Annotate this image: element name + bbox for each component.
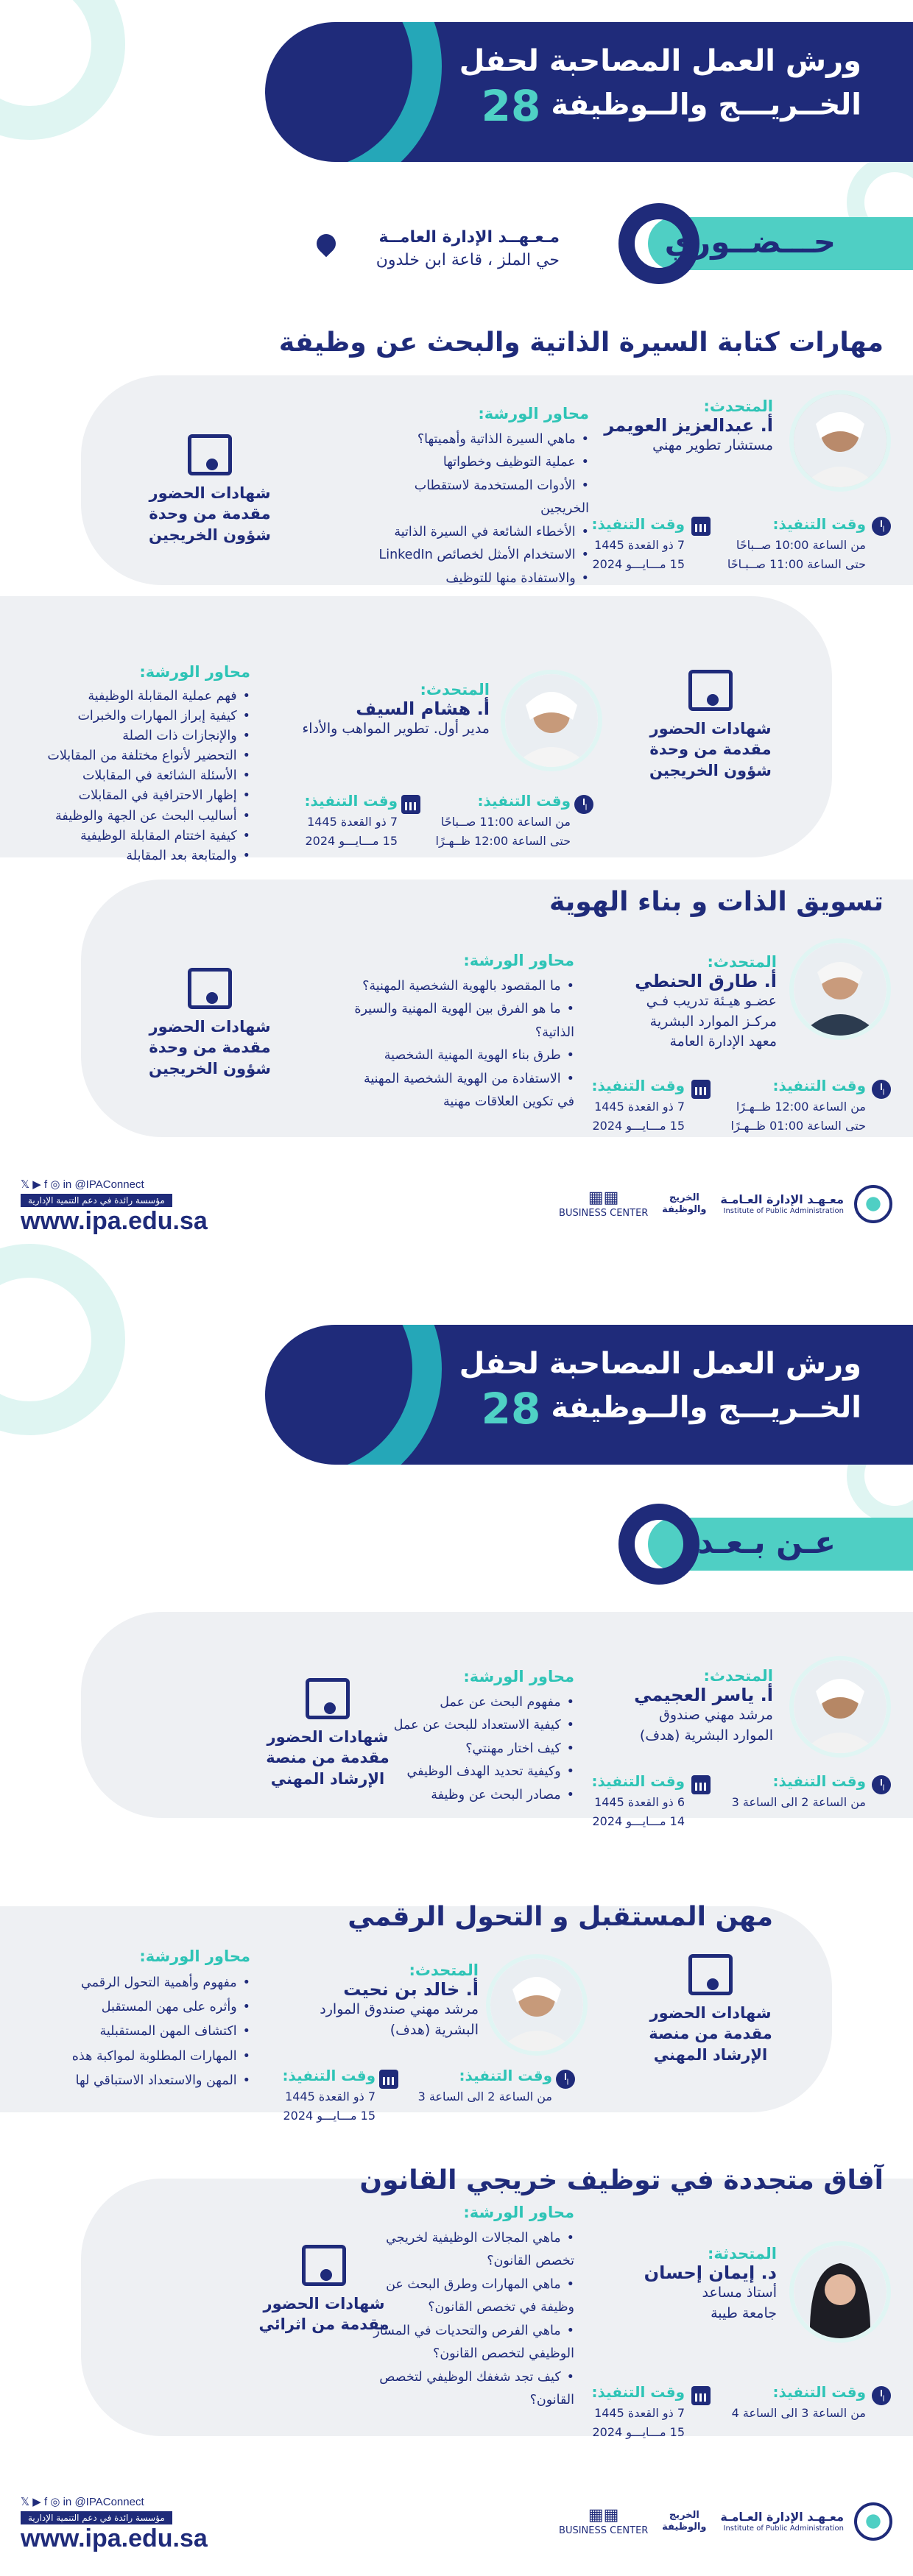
- certificate-text: شهادات الحضور مقدمة من وحدة شؤون الخريجين: [649, 720, 772, 779]
- topic-item: • والإنجازات ذات الصلة: [29, 726, 250, 746]
- hero-title: [459, 43, 861, 133]
- topic-item: • ماهي المهارات وطرق البحث عن وظيفة في تخصص القانون؟: [353, 2274, 574, 2320]
- topic-item: • الأخطاء الشائعة في السيرة الذاتية: [376, 521, 589, 545]
- clock-icon: [574, 795, 593, 814]
- social-handle: @IPAConnect: [74, 2496, 144, 2508]
- hero-banner: [265, 1325, 913, 1465]
- date-hijri: 7 ذو القعدة 1445: [307, 815, 398, 829]
- date-gregorian: 15 مـــايـــو 2024: [305, 833, 398, 848]
- footer-logos: [559, 2502, 892, 2541]
- logo-graduate: الخريج والوظيفة: [662, 2510, 707, 2533]
- hero-title-line2: الخــريـــج والــوظيفة: [551, 1390, 861, 1425]
- speaker-role: مدير أول. تطوير المواهب والأداء: [302, 721, 490, 737]
- time-to: حتى الساعة 12:00 ظــهـرًا: [435, 833, 571, 848]
- ipa-emblem-icon: [854, 1185, 892, 1223]
- speaker-role: مرشد مهني صندوق الموارد البشرية (هدف): [320, 2001, 479, 2038]
- certificate-icon: [688, 670, 733, 711]
- certificate-icon: [688, 1954, 733, 1995]
- topics: [376, 400, 589, 590]
- topics-label: محاور الورشة:: [463, 952, 574, 969]
- speaker-label: المتحدثة:: [707, 2245, 777, 2262]
- speaker-label: المتحدث:: [707, 953, 777, 971]
- logo-ipa: معـهـد الإدارة العـامـة Institute of Public Administration: [720, 2510, 844, 2533]
- workshop-card: [0, 1902, 832, 2123]
- hero-title-line1: ورش العمل المصاحبة لحفل: [459, 44, 861, 78]
- date-label: وقت التنفيذ:: [282, 2067, 376, 2084]
- topic-item: • فهم عملية المقابلة الوظيفية: [29, 687, 250, 707]
- location: [346, 227, 560, 272]
- speaker-info: [585, 953, 777, 1052]
- certificate: [125, 434, 295, 545]
- topic-item: • ما هو الفرق بين الهوية المهنية والسيرة الذاتية؟: [346, 998, 574, 1044]
- facebook-icon[interactable]: f: [43, 1178, 48, 1191]
- topics-label: محاور الورشة:: [463, 2204, 574, 2221]
- speaker-role: مرشد مهني صندوق الموارد البشرية (هدف): [639, 1707, 773, 1744]
- remote-label: عـن بـعـد: [697, 1524, 836, 1560]
- x-icon[interactable]: 𝕏: [21, 2496, 30, 2508]
- topic-item: • ماهي السيرة الذاتية وأهميتها؟: [376, 428, 589, 452]
- speaker-photo: [789, 2241, 891, 2343]
- website-link[interactable]: www.ipa.edu.sa: [21, 1207, 208, 1235]
- date-gregorian: 15 مـــايـــو 2024: [592, 556, 685, 571]
- certificate-text: شهادات الحضور مقدمة من وحدة شؤون الخريجين: [149, 484, 271, 544]
- hero-title: [459, 1345, 861, 1436]
- speaker-info: [295, 1961, 479, 2040]
- topic-item: • الاستفادة من الهوية الشخصية المهنية في تكوين العلاقات مهنية: [346, 1068, 574, 1114]
- speaker-info: [582, 1667, 773, 1746]
- calendar-icon: [691, 1775, 711, 1794]
- speaker-info: [291, 681, 490, 740]
- topic-item: • طرق بناء الهوية المهنية الشخصية: [346, 1044, 574, 1068]
- topics-label: محاور الورشة:: [463, 1668, 574, 1685]
- website-link[interactable]: www.ipa.edu.sa: [21, 2524, 208, 2552]
- workshop-title: تسويق الذات و بناء الهوية: [549, 887, 884, 917]
- speaker-info: [582, 397, 773, 456]
- certificate: [626, 1954, 795, 2065]
- logo-business-center: ▦▦ BUSINESS CENTER: [559, 1189, 649, 1220]
- instagram-icon[interactable]: ◎: [50, 2496, 60, 2508]
- time-block: [719, 512, 866, 573]
- remote-pill: [648, 1518, 913, 1571]
- topic-item: • كيف اختار مهنتي؟: [361, 1738, 574, 1761]
- certificate: [250, 2245, 398, 2335]
- decor-ring: [265, 1325, 442, 1465]
- calendar-icon: [691, 517, 711, 536]
- topic-item: • اكتشاف المهن المستقبلية: [29, 2020, 250, 2044]
- date-hijri: 7 ذو القعدة 1445: [594, 2406, 685, 2420]
- topic-item: • مصادر البحث عن وظيفة: [361, 1784, 574, 1808]
- certificate-icon: [302, 2245, 346, 2286]
- speaker-name: أ. هشام السيف: [356, 698, 490, 719]
- time-to: حتى الساعة 11:00 صــبـاحًا: [727, 556, 866, 571]
- topics-label: محاور الورشة:: [478, 405, 589, 422]
- pill-dot: [618, 1504, 699, 1585]
- topics: [346, 947, 574, 1114]
- clock-icon: [872, 1775, 891, 1794]
- time-block: [719, 2380, 866, 2423]
- hero-title-line2: الخــريـــج والــوظيفة: [551, 88, 861, 122]
- certificate: [125, 968, 295, 1079]
- topic-item: • ماهي الفرص والتحديات في المسار الوظيفي لتخصص القانون؟: [353, 2320, 574, 2366]
- time-from: من الساعة 12:00 ظــهـرًا: [736, 1100, 866, 1114]
- facebook-icon[interactable]: f: [43, 2496, 48, 2508]
- calendar-icon: [379, 2070, 398, 2089]
- clock-icon: [556, 2070, 575, 2089]
- map-pin-icon: [313, 230, 340, 258]
- topic-item: • كيفية الاستعداد للبحث عن عمل: [361, 1714, 574, 1738]
- calendar-icon: [691, 1080, 711, 1099]
- logo-ipa: معـهـد الإدارة العـامـة Institute of Public Administration: [720, 1192, 844, 1215]
- speaker-name: د. إيمان إحسان: [644, 2262, 777, 2283]
- workshop-title: مهارات كتابة السيرة الذاتية والبحث عن وظيفة: [278, 328, 884, 358]
- workshop-title: آفاق متجددة في توظيف خريجي القانون: [359, 2165, 884, 2195]
- speaker-label: المتحدث:: [420, 681, 490, 698]
- time-label: وقت التنفيذ:: [772, 2383, 866, 2401]
- logo-graduate: الخريج والوظيفة: [662, 1192, 707, 1215]
- date-gregorian: 15 مـــايـــو 2024: [283, 2108, 376, 2123]
- time-block: [423, 789, 571, 850]
- topic-item: • المهن والاستعداد الاستباقي لها: [29, 2069, 250, 2093]
- topic-item: • ما المقصود بالهوية الشخصية المهنية؟: [346, 975, 574, 999]
- topic-item: • الاستخدام الأمثل لخصائص LinkedIn: [376, 544, 589, 567]
- speaker-info: [593, 2245, 777, 2324]
- speaker-photo: [486, 1954, 588, 2056]
- speaker-name: أ. خالد بن نحيت: [343, 1979, 479, 2000]
- topics-label: محاور الورشة:: [139, 1947, 250, 1965]
- speaker-role: مستشار تطوير مهني: [652, 437, 773, 453]
- topic-item: • مفهوم وأهمية التحول الرقمي: [29, 1971, 250, 1995]
- hero-number: 28: [481, 81, 541, 131]
- social-row: [21, 1178, 208, 1191]
- workshop-card-bg: [81, 1612, 913, 1828]
- location-line1: مـعـهــد الإدارة العامــة: [378, 228, 560, 247]
- topic-item: • الأدوات المستخدمة لاستقطاب الخريجين: [376, 475, 589, 521]
- date-label: وقت التنفيذ:: [591, 1077, 685, 1094]
- certificate-text: شهادات الحضور مقدمة من اثرائي: [258, 2295, 389, 2334]
- date-block: [295, 789, 398, 850]
- topic-item: • كيفية إبراز المهارات والخبرات: [29, 707, 250, 726]
- speaker-role: أستاذ مساعد جامعة طيبة: [702, 2285, 777, 2321]
- speaker-photo: [789, 938, 891, 1040]
- workshop-card: [81, 880, 913, 1137]
- social-row: [21, 2495, 208, 2508]
- time-label: وقت التنفيذ:: [772, 1772, 866, 1790]
- onsite-pill: [648, 217, 913, 270]
- certificate-icon: [188, 968, 232, 1009]
- time-label: وقت التنفيذ:: [477, 792, 571, 810]
- time-label: وقت التنفيذ:: [459, 2067, 552, 2084]
- decor-ring: [0, 0, 125, 140]
- certificate-text: شهادات الحضور مقدمة من منصة الإرشاد المهني: [649, 2004, 772, 2064]
- speaker-photo: [501, 670, 602, 771]
- speaker-name: أ. طارق الحنطي: [635, 971, 777, 991]
- speaker-label: المتحدث:: [703, 1667, 773, 1685]
- x-icon[interactable]: 𝕏: [21, 1178, 30, 1191]
- linkedin-icon[interactable]: in: [63, 1178, 72, 1191]
- calendar-icon: [691, 2386, 711, 2405]
- speaker-name: أ. ياسر العجيمي: [634, 1685, 773, 1705]
- linkedin-icon[interactable]: in: [63, 2496, 72, 2508]
- speaker-name: أ. عبدالعزيز العويمر: [604, 415, 773, 436]
- clock-icon: [872, 517, 891, 536]
- date-hijri: 6 ذو القعدة 1445: [594, 1795, 685, 1809]
- topics-label: محاور الورشة:: [139, 663, 250, 681]
- clock-icon: [872, 2386, 891, 2405]
- topic-item: • عملية التوظيف وخطواتها: [376, 451, 589, 475]
- speaker-label: المتحدث:: [409, 1961, 479, 1979]
- speaker-photo: [789, 1656, 891, 1758]
- certificate: [626, 670, 795, 781]
- date-block: [582, 512, 685, 573]
- date-label: وقت التنفيذ:: [591, 515, 685, 533]
- speaker-photo: [789, 390, 891, 492]
- date-hijri: 7 ذو القعدة 1445: [594, 1100, 685, 1114]
- date-block: [272, 2064, 376, 2125]
- date-hijri: 7 ذو القعدة 1445: [594, 538, 685, 552]
- time-block: [719, 1769, 866, 1812]
- date-gregorian: 15 مـــايـــو 2024: [592, 2424, 685, 2439]
- time-from: من الساعة 11:00 صــباحًا: [440, 815, 571, 829]
- time-to: حتى الساعة 01:00 ظــهـرًا: [730, 1118, 866, 1133]
- topic-item: • كيف تجد شغفك الوظيفي لتخصص القانون؟: [353, 2366, 574, 2413]
- topic-item: • التحضير لأنواع مختلفة من المقابلات: [29, 746, 250, 766]
- certificate-icon: [306, 1678, 350, 1719]
- time-label: وقت التنفيذ:: [772, 515, 866, 533]
- decor-ring: [265, 22, 442, 162]
- date-label: وقت التنفيذ:: [304, 792, 398, 810]
- clock-icon: [872, 1080, 891, 1099]
- footer-logos: [559, 1185, 892, 1223]
- time-from: من الساعة 3 الى الساعة 4: [731, 2406, 866, 2420]
- topic-item: • والمتابعة بعد المقابلة: [29, 846, 250, 866]
- date-gregorian: 14 مـــايـــو 2024: [592, 1814, 685, 1828]
- time-label: وقت التنفيذ:: [772, 1077, 866, 1094]
- date-block: [582, 1074, 685, 1135]
- topic-item: • ماهي المجالات الوظيفية لخريجي تخصص القانون؟: [353, 2227, 574, 2274]
- topic-item: • والاستفادة منها للتوظيف: [376, 567, 589, 591]
- date-hijri: 7 ذو القعدة 1445: [285, 2090, 376, 2103]
- tagline: مؤسسة رائدة في دعم التنمية الإدارية: [21, 1194, 172, 1207]
- speaker-role: عضـو هيـئة تدريب فـي مركـز الموارد البشرية معهد الإدارة العامة: [646, 993, 777, 1050]
- hero-banner: [265, 22, 913, 162]
- workshop-card: [81, 375, 913, 585]
- workshop-card: [81, 2165, 913, 2439]
- hero-number: 28: [481, 1384, 541, 1434]
- location-line2: حي الملز ، قاعة ابن خلدون: [376, 250, 560, 269]
- onsite-label: حـــضــوري: [664, 224, 836, 260]
- ipa-emblem-icon: [854, 2502, 892, 2541]
- page-remote: [0, 1288, 913, 2576]
- speaker-label: المتحدث:: [703, 397, 773, 415]
- calendar-icon: [401, 795, 420, 814]
- topic-item: • إظهار الاحترافية في المقابلات: [29, 786, 250, 806]
- topic-item: • الأسئلة الشائعة في المقابلات: [29, 766, 250, 786]
- social-handle: @IPAConnect: [74, 1178, 144, 1191]
- date-gregorian: 15 مـــايـــو 2024: [592, 1118, 685, 1133]
- topic-item: • مفهوم البحث عن عمل: [361, 1691, 574, 1715]
- hero-title-line1: ورش العمل المصاحبة لحفل: [459, 1347, 861, 1381]
- certificate-text: شهادات الحضور مقدمة من منصة الإرشاد المهني: [266, 1728, 389, 1788]
- workshop-card: [0, 596, 832, 863]
- certificate-icon: [188, 434, 232, 475]
- topic-item: • كيفية اختتام المقابلة الوظيفية: [29, 827, 250, 846]
- time-from: من الساعة 2 الى الساعة 3: [417, 2090, 552, 2103]
- topics: [29, 659, 250, 866]
- footer-contact: [21, 1178, 208, 1236]
- workshop-title: مهن المستقبل و التحول الرقمي: [348, 1902, 773, 1932]
- certificate-text: شهادات الحضور مقدمة من وحدة شؤون الخريجين: [149, 1018, 271, 1078]
- time-block: [405, 2064, 552, 2106]
- date-label: وقت التنفيذ:: [591, 2383, 685, 2401]
- date-block: [582, 1769, 685, 1830]
- time-from: من الساعة 10:00 صــباحًا: [736, 538, 866, 552]
- logo-business-center: ▦▦ BUSINESS CENTER: [559, 2506, 649, 2537]
- topics: [29, 1943, 250, 2093]
- time-from: من الساعة 2 الى الساعة 3: [731, 1795, 866, 1809]
- certificate: [243, 1678, 412, 1789]
- topic-item: • المهارات المطلوبة لمواكبة هذه: [29, 2045, 250, 2069]
- topic-item: • وكيفية تحديد الهدف الوظيفي: [361, 1761, 574, 1784]
- youtube-icon[interactable]: ▶: [32, 2496, 41, 2508]
- footer-contact: [21, 2495, 208, 2553]
- topic-item: • أساليب البحث عن الجهة والوظيفة: [29, 807, 250, 827]
- date-label: وقت التنفيذ:: [591, 1772, 685, 1790]
- instagram-icon[interactable]: ◎: [50, 1178, 60, 1191]
- youtube-icon[interactable]: ▶: [32, 1178, 41, 1191]
- tagline: مؤسسة رائدة في دعم التنمية الإدارية: [21, 2511, 172, 2524]
- topic-item: • وأثره على مهن المستقبل: [29, 1995, 250, 2020]
- time-block: [719, 1074, 866, 1135]
- date-block: [582, 2380, 685, 2441]
